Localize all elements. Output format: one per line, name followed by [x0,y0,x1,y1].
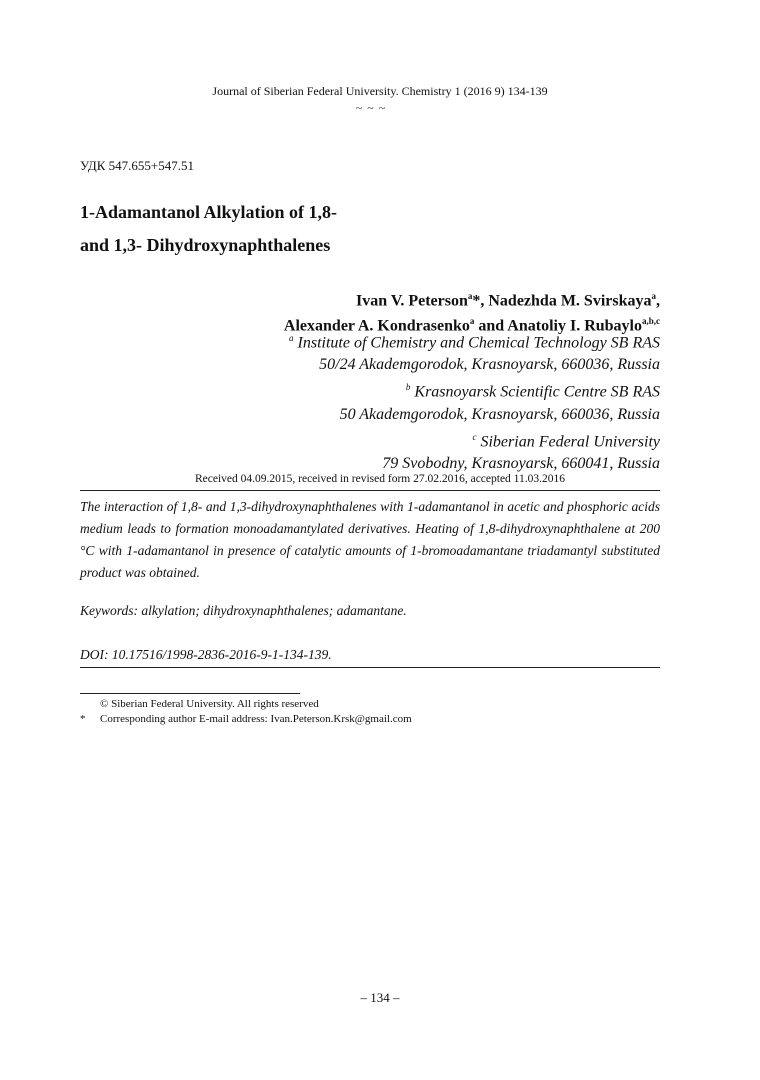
title-line-2: and 1,3- Dihydroxynaphthalenes [80,235,331,255]
doi: DOI: 10.17516/1998-2836-2016-9-1-134-139. [80,647,332,662]
author-name: Ivan V. Peterson [356,292,468,310]
abstract: The interaction of 1,8- and 1,3-dihydroxynaphthalenes with 1-adamantanol in acetic and phosphoric acids medium leads to formation monoadamantylated derivatives. Heating of 1,8-dihydroxynaphthalene at 200 °C with 1-adamantanol in presence of catalytic amounts of 1-bromoadamantane triadamantyl substituted product was obtained. [80,499,660,580]
footnote-mark: * [80,713,86,725]
header-separator: ~ ~ ~ [355,101,387,115]
abstract-bottom-rule [80,667,660,668]
keywords: Keywords: alkylation; dihydroxynaphthalenes; adamantane. [80,603,407,618]
affiliation-address: 50 Akademgorodok, Krasnoyarsk, 660036, Russia [339,405,660,423]
footnote-copyright: © Siberian Federal University. All rights reserved [100,698,319,710]
affil-mark: c [472,431,477,442]
footnote-corresponding: * Corresponding author E-mail address: Ivan.Peterson.Krsk@gmail.com [80,713,412,725]
author-affil-mark: a [467,291,473,301]
author-name: Alexander A. Kondrasenko [283,317,470,335]
author-affil-mark: a [651,291,656,301]
author-separator: and [474,317,508,335]
affiliations [289,327,660,475]
author-affil-mark: a,b,c [642,316,660,327]
affil-mark: b [405,382,411,393]
paper-title [80,196,337,262]
title-line-1: 1-Adamantanol Alkylation of 1,8- [80,202,338,222]
received-dates: Received 04.09.2015, received in revised form 27.02.2016, accepted 11.03.2016 [194,473,566,485]
author-separator: , [656,292,660,310]
affiliation-address: 79 Svobodny, Krasnoyarsk, 660041, Russia [382,454,660,472]
affiliation-name: $^c$ Siberian Federal University [472,431,660,450]
author-separator: *, [472,292,489,310]
author-name: Nadezhda M. Svirskaya [488,292,652,310]
affil-mark: a [289,333,294,343]
affiliation-name: $^b$ Krasnoyarsk Scientific Centre SB RAS [405,382,660,401]
affiliation-address: 50/24 Akademgorodok, Krasnoyarsk, 660036, Russia [319,356,660,374]
abstract-top-rule [80,490,660,491]
author-name: Anatoliy I. Rubaylo [507,317,642,335]
footnote-rule [80,693,300,694]
udc-code: УДК 547.655+547.51 [80,158,195,173]
author-line-1 [284,286,660,311]
journal-header: Journal of Siberian Federal University. Chemistry 1 (2016 9) 134-139 [212,84,548,98]
page-number: – 134 – [360,990,400,1005]
author-affil-mark: a [469,316,475,327]
affiliation-name: $^a$ Institute of Chemistry and Chemical Technology SB RAS [289,333,660,352]
